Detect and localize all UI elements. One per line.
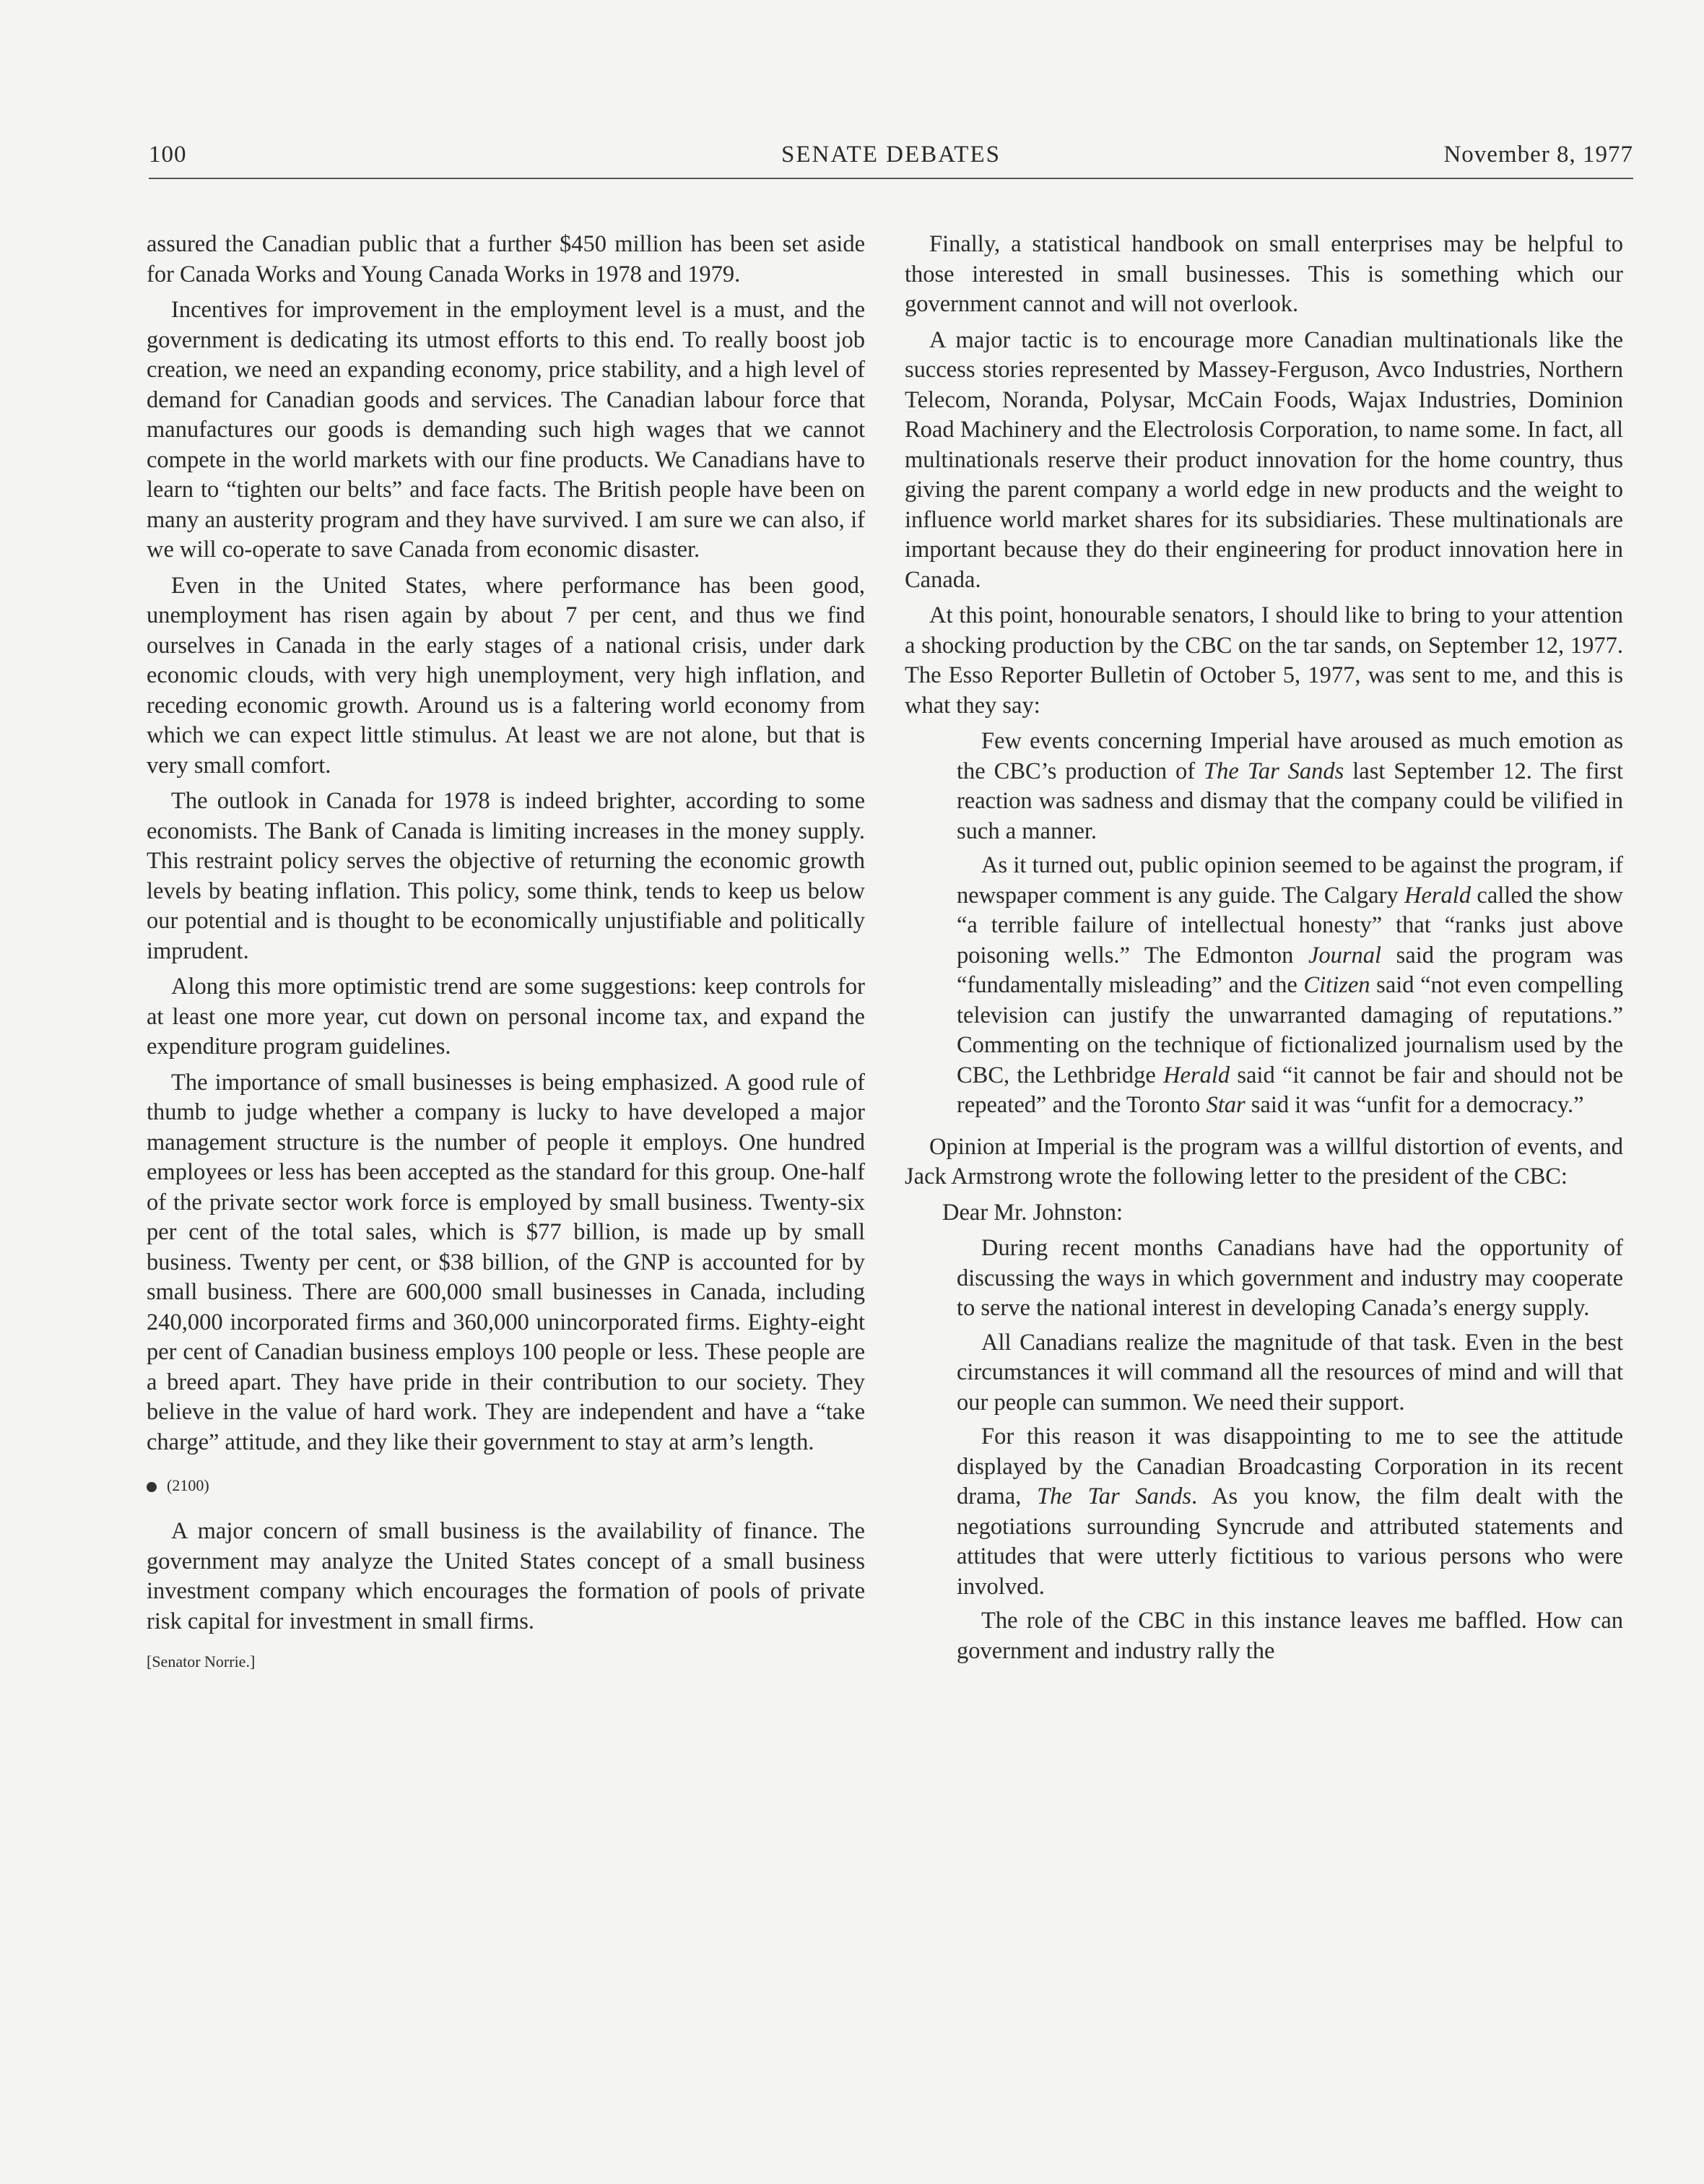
quoted-paragraph [957, 727, 1623, 846]
text-run: said “it cannot be fair and should not be repeated” and the Toronto [957, 1062, 1623, 1118]
paragraph: A major concern of small business is the availability of finance. The government may analyze the United States concept of a small business investment company which encourages the formation of pools of private risk capital for investment in small firms. [147, 1518, 865, 1634]
text-run: said “not even compelling television can justify the unwarranted damaging of reputations.” Commenting on the technique of fictionalized journalism used by the CBC, the Lethbridge [957, 972, 1623, 1088]
italic-title: The Tar Sands [1204, 758, 1344, 784]
letter-paragraph: During recent months Canadians have had the opportunity of discussing the ways in which government and industry may cooperate to serve the national interest in developing Canada’s energy supply. [957, 1235, 1623, 1321]
paragraph: At this point, honourable senators, I should like to bring to your attention a shocking production by the CBC on the tar sands, on September 12, 1977. The Esso Reporter Bulletin of October 5, 1977, was sent to me, and this is what they say: [905, 602, 1623, 719]
page-header [149, 142, 1633, 179]
quoted-paragraph [957, 851, 1623, 1121]
text-run: . As you know, the film dealt with the negotiations surrounding Syncrude and attributed statements and attitudes that were utterly fictitious to various persons who were involved. [957, 1483, 1624, 1600]
italic-title: The Tar Sands [1037, 1483, 1191, 1509]
speaker-attribution: [Senator Norrie.] [147, 1652, 256, 1670]
paragraph: The importance of small businesses is being emphasized. A good rule of thumb to judge whether a company is lucky to have developed a major management structure is the number of people it employs. One hundred employees or less has been accepted as the standard for this group. One-half of the private sector work force is employed by small business. Twenty-six per cent of the total sales, which is $77 billion, is made up by small business. Twenty per cent, or $38 billion, of the GNP is accounted for by small business. There are 600,000 small businesses in Canada, including 240,000 incorporated firms and 360,000 unincorporated firms. Eighty-eight per cent of Canadian business employs 100 people or less. These people are a breed apart. They have pride in their contribution to our society. They believe in the value of hard work. They are independent and have a “take charge” attitude, and they like their government to stay at arm’s length. [147, 1069, 865, 1455]
publication-date: November 8, 1977 [1443, 142, 1633, 168]
paragraph: Opinion at Imperial is the program was a willful distortion of events, and Jack Armstrong wrote the following letter to the president of the CBC: [905, 1133, 1623, 1190]
italic-title: Journal [1308, 942, 1382, 968]
letter-paragraph [957, 1422, 1623, 1602]
italic-title: Herald [1404, 882, 1472, 909]
time-marker [147, 1476, 865, 1495]
paragraph: A major tactic is to encourage more Canadian multinationals like the success stories represented by Massey-Ferguson, Avco Industries, Northern Telecom, Noranda, Polysar, McCain Foods, Wajax Industries, Dominion Road Machinery and the Electrolosis Corporation, to name some. In fact, all multinationals reserve their product innovation for the home country, thus giving the parent company a world edge in new products and the weight to influence world market shares for its subsidiaries. These multinationals are important because they do their engineering for product innovation here in Canada. [905, 326, 1623, 593]
paragraph: Incentives for improvement in the employment level is a must, and the government is dedicating its utmost efforts to this end. To really boost job creation, we need an expanding economy, price stability, and a high level of demand for Canadian goods and services. The Canadian labour force that manufactures our goods is demanding such high wages that we cannot compete in the world markets with our fine products. We Canadians have to learn to “tighten our belts” and face facts. The British people have been on many an austerity program and they have survived. I am sure we can also, if we will co-operate to save Canada from economic disaster. [147, 297, 865, 563]
page-number: 100 [149, 142, 187, 168]
text-run: last September 12. The first reaction was sadness and dismay that the company could be vilified in such a manner. [957, 758, 1624, 844]
right-column [905, 230, 1623, 1670]
time-marker-label: (2100) [167, 1476, 209, 1494]
paragraph: The outlook in Canada for 1978 is indeed brighter, according to some economists. The Bank of Canada is limiting increases in the money supply. This restraint policy serves the objective of returning the economic growth levels by beating inflation. This policy, some think, tends to keep us below our potential and is thought to be economically unjustifiable and politically imprudent. [147, 788, 865, 964]
bullet-dot-icon [147, 1482, 157, 1492]
text-run: Few events concerning Imperial have aroused as much emotion as the CBC’s production of [957, 728, 1623, 784]
letter-paragraph: All Canadians realize the magnitude of that task. Even in the best circumstances it will command all the resources of mind and will that our people can summon. We need their support. [957, 1329, 1623, 1416]
text-run: said it was “unfit for a democracy.” [1245, 1092, 1584, 1118]
text-run: said the program was “fundamentally misleading” and the [957, 942, 1623, 998]
left-column [147, 230, 865, 1671]
text-run: As it turned out, public opinion seemed to be against the program, if newspaper comment is any guide. The Calgary [957, 852, 1623, 909]
letter-salutation: Dear Mr. Johnston: [942, 1199, 1123, 1226]
italic-title: Citizen [1303, 972, 1370, 998]
publication-title: SENATE DEBATES [781, 142, 1001, 168]
paragraph: Even in the United States, where performance has been good, unemployment has risen again by about 7 per cent, and thus we find ourselves in Canada in the early stages of a national crisis, under dark economic clouds, with very high unemployment, very high inflation, and receding economic growth. Around us is a faltering world economy from which we can expect little stimulus. At least we are not alone, but that is very small comfort. [147, 572, 865, 779]
text-run: For this reason it was disappointing to me to see the attitude displayed by the Canadian Broadcasting Corporation in its recent drama, [957, 1424, 1623, 1509]
paragraph: assured the Canadian public that a further $450 million has been set aside for Canada Works and Young Canada Works in 1978 and 1979. [147, 231, 865, 287]
text-run: called the show “a terrible failure of intellectual honesty” that “ranks just above poisoning wells.” The Edmonton [957, 882, 1623, 968]
paragraph: Along this more optimistic trend are some suggestions: keep controls for at least one more year, cut down on personal income tax, and expand the expenditure program guidelines. [147, 974, 865, 1060]
italic-title: Herald [1163, 1062, 1230, 1088]
italic-title: Star [1206, 1092, 1246, 1118]
letter-paragraph: The role of the CBC in this instance leaves me baffled. How can government and industry rally the [957, 1608, 1623, 1664]
paragraph: Finally, a statistical handbook on small enterprises may be helpful to those interested in small businesses. This is something which our government cannot and will not overlook. [905, 231, 1623, 317]
